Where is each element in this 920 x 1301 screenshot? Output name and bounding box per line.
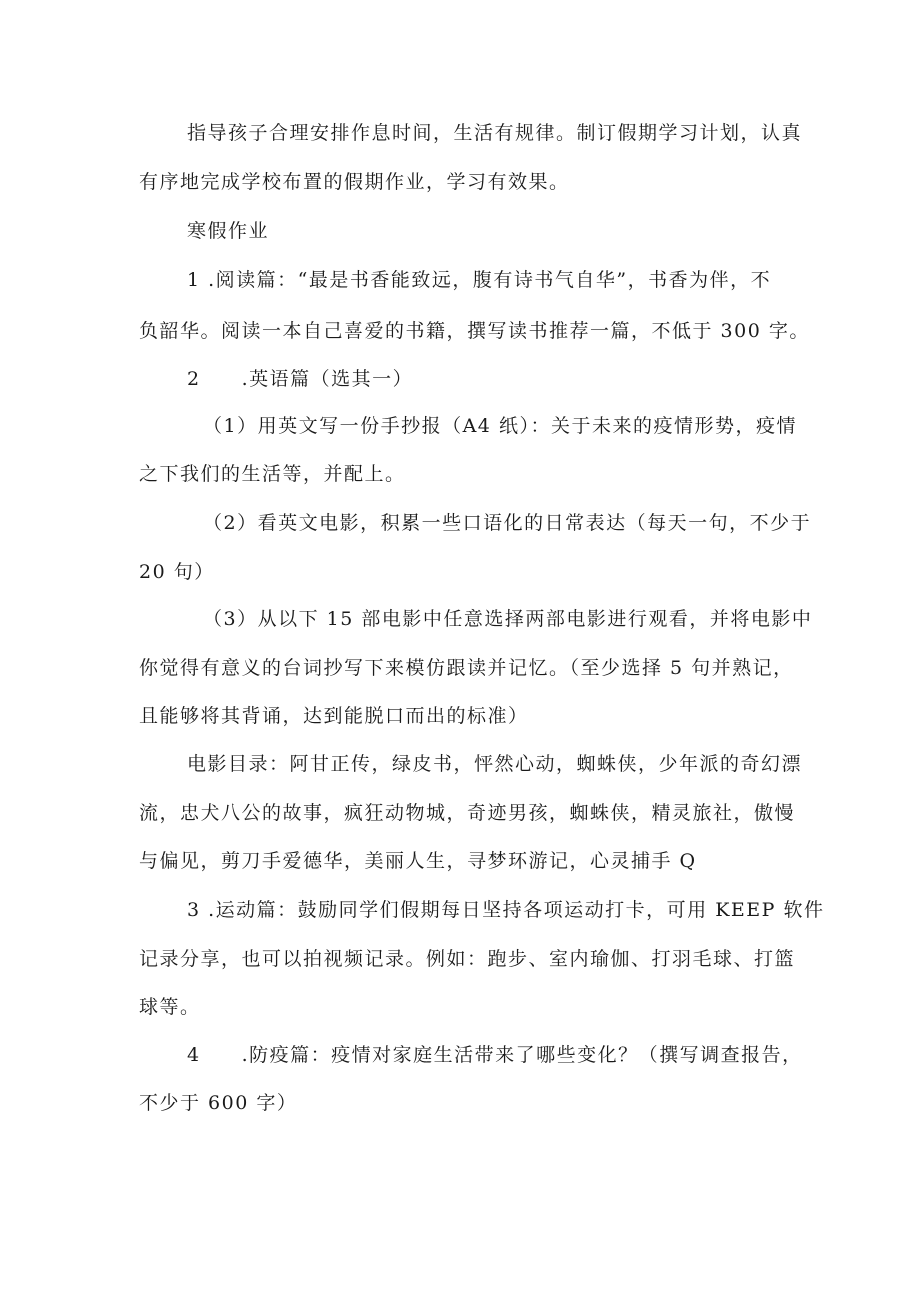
paragraph-line: （1）用英文写一份手抄报（A4 纸）：关于未来的疫情形势，疫情	[203, 415, 797, 437]
section-heading: 寒假作业	[187, 220, 270, 242]
paragraph-line: 之下我们的生活等，并配上。	[139, 463, 406, 485]
paragraph-line: 1 .阅读篇：“最是书香能致远，腹有诗书气自华”，书香为伴，不	[187, 269, 772, 291]
paragraph-line: 4 .防疫篇：疫情对家庭生活带来了哪些变化？（撰写调查报告，	[187, 1044, 803, 1066]
paragraph-line: 负韶华。阅读一本自己喜爱的书籍，撰写读书推荐一篇，不低于 300 字。	[139, 320, 810, 342]
paragraph-line: 你觉得有意义的台词抄写下来模仿跟读并记忆。（至少选择 5 句并熟记，	[139, 657, 794, 679]
paragraph-line: 20 句）	[139, 561, 215, 583]
paragraph-line: 与偏见，剪刀手爱德华，美丽人生，寻梦环游记，心灵捕手 Q	[139, 850, 697, 872]
paragraph-line: 3 .运动篇：鼓励同学们假期每日坚持各项运动打卡，可用 KEEP 软件	[187, 899, 825, 921]
paragraph-line: 流，忠犬八公的故事，疯狂动物城，奇迹男孩，蜘蛛侠，精灵旅社，傲慢	[139, 802, 796, 824]
paragraph-line: 有序地完成学校布置的假期作业，学习有效果。	[139, 171, 570, 193]
paragraph-line: （3）从以下 15 部电影中任意选择两部电影进行观看，并将电影中	[203, 608, 813, 630]
paragraph-line: 不少于 600 字）	[139, 1092, 298, 1114]
paragraph-line: 记录分享，也可以拍视频记录。例如：跑步、室内瑜伽、打羽毛球、打篮	[139, 948, 796, 970]
paragraph-line: 2 .英语篇（选其一）	[187, 368, 414, 390]
paragraph-line: 球等。	[139, 996, 201, 1018]
paragraph-line: 且能够将其背诵，达到能脱口而出的标准）	[139, 705, 529, 727]
paragraph-line: （2）看英文电影，积累一些口语化的日常表达（每天一句，不少于	[203, 512, 812, 534]
paragraph-line: 指导孩子合理安排作息时间，生活有规律。制订假期学习计划，认真	[187, 122, 803, 144]
paragraph-line: 电影目录：阿甘正传，绿皮书，怦然心动，蜘蛛侠，少年派的奇幻漂	[187, 753, 803, 775]
